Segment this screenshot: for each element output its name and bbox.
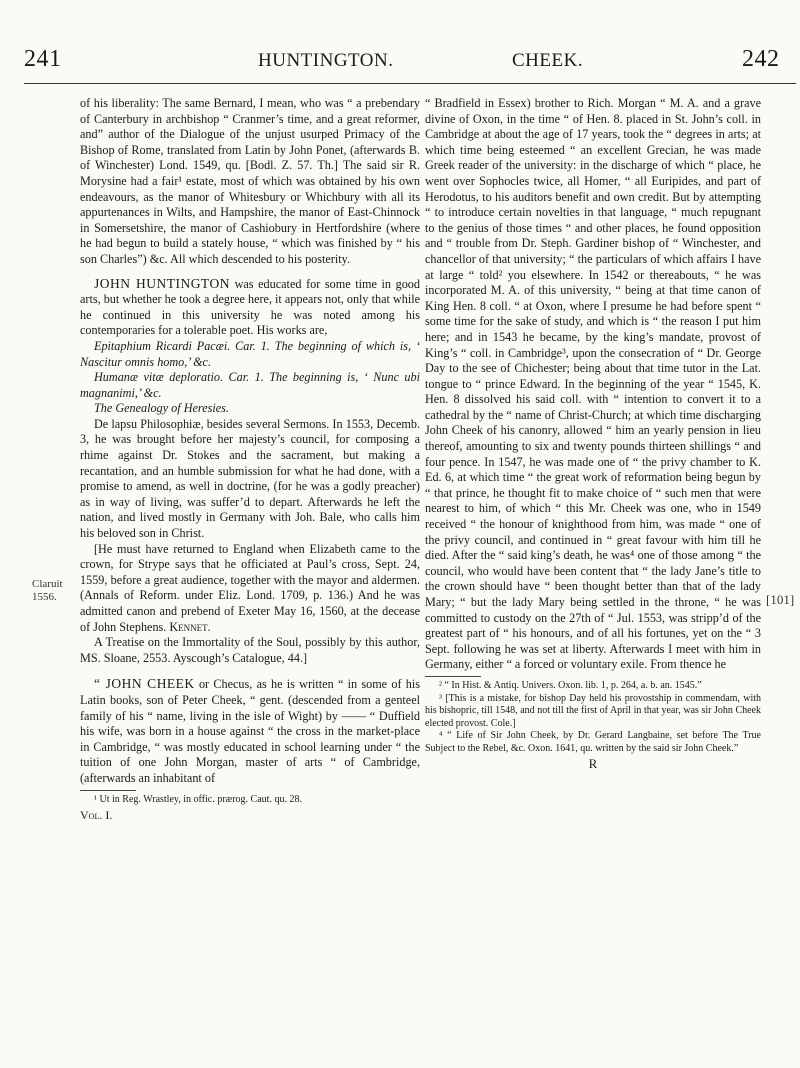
returned-text: [He must have returned to England when Elizabeth came to the crown, for Strype says that he officiated at Paul’s cross, Sept. 24, 1559, before a great audience, together with the mayor and aldermen. (Annals of Reform. under Eliz. Lond. 1709, p. 136.) And he was admitted canon and prebend of Exeter May 16, 1560, at the decease of John Stephens. (80, 541, 420, 634)
running-title-right: CHEEK. (512, 50, 584, 71)
page-header (0, 0, 800, 80)
footnote-3: ³ [This is a mistake, for bishop Day held his provostship in commendam, with his bishopric, till 1548, and not till the first of April in that year, was sir John Cheek elected provost. Cole.] (425, 692, 761, 729)
volume-label: Vol. I. (80, 808, 113, 823)
margin-claruit-year: 1556. (32, 591, 57, 603)
huntington-text: was educated for some time in good arts, but whether he took a degree here, it appears not, only that while he continued in this university he was noted among his contemporaries for a tolerable poet. His works are, (80, 276, 420, 338)
work-de-lapsu: De lapsu Philosophiæ, besides several Sermons. In 1553, Decemb. 3, he was brought before her majesty’s council, for composing a rhime against Dr. Stokes and the sacrament, but making a recantation, and an humble submission for what he had done, with a promise to amend, as well in doctrine, (for he was a godly preacher) as in way of living, was suffer’d to depart. Afterwards he left the nation, and lived mostly in Germany with Joh. Bale, who calls him his beloved son in Christ. (80, 416, 420, 541)
paragraph-bernard: of his liberality: The same Bernard, I mean, who was “ a prebendary of Canterbury in archbishop “ Cranmer’s time, and a great reformer, and” author of the Dialogue of the unjust usurped Primacy of the Bishop of Rome, translated from Latin by John Ponet, (afterwards B. of Winchester) Lond. 1549, qu. [Bodl. Z. 57. Th.] The said sir R. Morysine had a fair¹ estate, most of which was obtained by his own endeavours, as the manor of Whitesbury or Whichbury with all its appurtenances in Wilts, and Hampshire, the manor of East-Chinnock in Somersetshire, the manor of Cashiobury in Hertfordshire (where he had begun to build a stately house, “ which was finished by “ his son Charles”) &c. All which descended to his posterity. (80, 96, 420, 266)
right-column (425, 96, 761, 771)
kennet-signature: Kennet. (169, 619, 211, 634)
page-number-right: 242 (742, 46, 780, 72)
work-epitaphium (80, 339, 420, 370)
paragraph-returned (80, 542, 420, 636)
work-genealogy (80, 401, 420, 417)
work-epitaphium-text: Epitaphium Ricardi Pacæi. Car. 1. The beginning of which is, ‘ Nascitur omnis homo,’ &c. (80, 338, 420, 369)
signature-mark: R (588, 755, 598, 771)
paragraph-cheek (80, 676, 420, 786)
cheek-text: or Checus, as he is written “ in some of his Latin books, son of Peter Cheek, “ gent. (descended from a genteel family of his “ name, living in the isle of Wight) by —— “ Duffield his wife, was born in a house against “ the cross in the market-place in Cambridge, “ was mostly educated in school learning under “ the tuition of one John Morgan, master of arts “ of Cambridge, (afterwards an inhabitant of (80, 677, 420, 785)
left-column (80, 96, 420, 824)
margin-claruit-label: Claruit (32, 578, 63, 590)
work-humanae (80, 370, 420, 401)
page-number-left: 241 (24, 46, 62, 72)
footnote-4: ⁴ “ Life of Sir John Cheek, by Dr. Gerard Langbaine, set before The True Subject to the Rebel, &c. Oxon. 1641, qu. written by the said sir John Cheek.” (425, 730, 761, 754)
paragraph-cheek-continued: “ Bradfield in Essex) brother to Rich. Morgan “ M. A. and a grave divine of Oxon, in the time “ of Hen. 8. placed in St. John’s coll. in Cambridge at about the age of 17 years, took the “ degrees in arts; at which time being esteemed “ an excellent Grecian, he was made Greek reader of the university: in the discharge of which “ place, he went over Sophocles twice, all Homer, “ all Euripides, and part of Herodotus, to his auditors benefit and own credit. But by attempting “ to introduce certain novelties in that language, “ much repugnant to the genius of those times “ and other places, he found opposition and “ trouble from Dr. Steph. Gardiner bishop of “ Winchester, and chancellor of that university; “ the particulars of which affairs I have at large “ told² you elsewhere. In 1542 or thereabouts, “ he was incorporated M. A. of this university, “ being at that time canon of King Hen. 8 coll. “ at Oxon, where I presume he had before spent “ some time for the sake of study, and which is “ the reason I put him here; and in 1543 he became, by the king’s mandate, provost of King’s “ coll. in Cambridge³, upon the consecration of “ Dr. George Day to the see of Chichester; being about that time tutor in the Lat. tongue to “ prince Edward. In the beginning of the year “ 1545, K. Hen. 8 dissolved his said coll. with “ intention to convert it to a cathedral by the “ name of Christ-Church; at which time discharging John Cheek of his canonry, allowed “ him an yearly pension in lieu thereof, amounting to six and twenty pounds thirteen shillings “ and four pence. In 1547, he was made one of “ the privy chamber to K. Ed. 6, at which time “ the great work of reformation being begun by “ that prince, he thought fit to make choice of “ such men that were nearest to him, of which “ this Mr. Cheek was one, who in 1549 received “ the honour of knighthood from him, was made “ one of the privy council, and continued in “ great favour with him till he died. After the “ said king’s death, he was⁴ one of those among “ the council, who would have been content that “ the lady Jane’s title to the crown should have “ been thought better than that of the lady Mary; “ but the lady Mary being settled in the throne, “ he was committed to custody on the 27th of “ Jul. 1553, was stripp’d of the greatest part of “ his honours, and of all his fortunes, yet on the “ 3 Sept. following he was set at liberty. Afterwards I meet with him in Germany, either “ a forced or voluntary exile. From thence he (425, 96, 761, 672)
cheek-heading: “ JOHN CHEEK (94, 676, 195, 692)
header-rule (24, 83, 796, 84)
work-genealogy-text: The Genealogy of Heresies. (94, 401, 229, 416)
footnote-rule-right (425, 676, 481, 677)
running-title-left: HUNTINGTON. (258, 50, 394, 71)
margin-ref-101: [101] (766, 592, 795, 607)
paragraph-huntington (80, 276, 420, 339)
footnote-1: ¹ Ut in Reg. Wrastley, in offic. prærog. Caut. qu. 28. (94, 793, 302, 805)
margin-note-claruit (32, 578, 63, 604)
footnote-rule-left (80, 790, 136, 791)
huntington-heading: JOHN HUNTINGTON (94, 275, 230, 291)
footnote-2: ² “ In Hist. & Antiq. Univers. Oxon. lib. 1, p. 264, a. b. an. 1545.” (439, 679, 702, 691)
work-treatise: A Treatise on the Immortality of the Soul, possibly by this author, MS. Sloane, 2553. Ayscough’s Catalogue, 44.] (80, 635, 420, 665)
work-humanae-text: Humanæ vitæ deploratio. Car. 1. The beginning is, ‘ Nunc ubi magnanimi,’ &c. (80, 370, 420, 400)
